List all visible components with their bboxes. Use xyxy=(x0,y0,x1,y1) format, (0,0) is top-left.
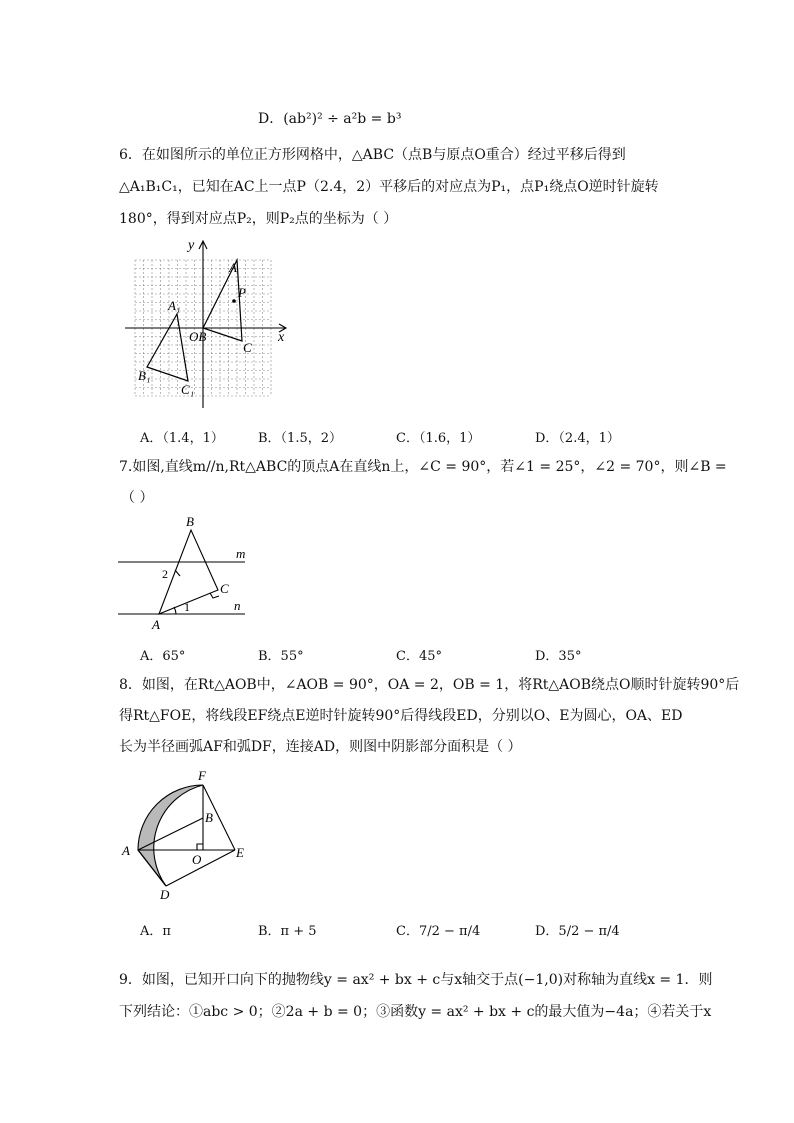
q7-stem-line-2: （ ） xyxy=(121,490,154,506)
q8-label-b: B xyxy=(205,810,213,825)
q8-option-c: C．7/2 − π/4 xyxy=(396,924,481,939)
q6-label-a: A xyxy=(229,260,237,275)
q7-label-2: 2 xyxy=(162,567,168,581)
q6-option-c: C．（1.6，1） xyxy=(396,431,481,446)
q7-option-a: A．65° xyxy=(140,649,186,664)
angle-2-arc xyxy=(175,570,180,576)
q8-option-a: A．π xyxy=(140,924,171,939)
q8-stem-line-3: 长为半径画弧AF和弧DF，连接AD，则图中阴影部分面积是（ ） xyxy=(119,739,522,755)
q8-option-b: B．π + 5 xyxy=(258,924,317,939)
q6-stem-line-1: 6．在如图所示的单位正方形网格中，△ABC（点B与原点O重合）经过平移后得到 xyxy=(119,147,626,163)
q8-stem-line-2: 得Rt△FOE，将线段EF绕点E逆时针旋转90°后得线段ED，分别以O、E为圆心，OA、ED xyxy=(119,708,683,724)
right-angle-mark xyxy=(210,593,219,598)
q8-option-d: D．5/2 − π/4 xyxy=(535,924,620,939)
q6-label-p: P xyxy=(238,285,246,300)
q8-label-f: F xyxy=(198,768,206,783)
q7-label-n: n xyxy=(234,598,241,613)
q7-label-1: 1 xyxy=(184,600,190,614)
q7-option-b: B．55° xyxy=(258,649,304,664)
q7-label-m: m xyxy=(236,546,246,561)
q7-label-b: B xyxy=(186,514,194,529)
q6-grid-figure xyxy=(125,236,295,411)
q6-stem-line-2: △A₁B₁C₁，已知在AC上一点P（2.4，2）平移后的对应点为P₁，点P₁绕点O逆时针旋转 xyxy=(119,179,659,195)
q8-label-d: D xyxy=(160,887,170,902)
q6-option-d: D．（2.4，1） xyxy=(535,431,620,446)
q9-stem-line-1: 9．如图，已知开口向下的抛物线y = ax² + bx + c与x轴交于点(−1,0)对称轴为直线x = 1．则 xyxy=(119,972,713,988)
q6-label-y: y xyxy=(188,238,195,253)
q6-label-b1: B₁ xyxy=(138,368,151,383)
q8-stem-line-1: 8．如图，在Rt△AOB中，∠AOB = 90°，OA = 2，OB = 1，将Rt△AOB绕点O顺时针旋转90°后 xyxy=(119,677,740,693)
q8-label-e: E xyxy=(236,845,244,860)
triangle-a1b1c1 xyxy=(147,314,188,381)
q7-option-c: C．45° xyxy=(396,649,442,664)
q7-option-d: D．35° xyxy=(535,649,582,664)
q7-label-a: A xyxy=(152,617,160,632)
q6-label-c1: C₁ xyxy=(181,382,195,397)
q6-option-b: B．（1.5，2） xyxy=(258,431,342,446)
q7-figure xyxy=(118,512,258,634)
shaded-region xyxy=(138,785,203,886)
q6-label-c: C xyxy=(243,340,252,355)
q8-figure xyxy=(118,765,258,903)
q6-label-a1: A₁ xyxy=(168,298,181,313)
right-angle-mark xyxy=(197,844,203,850)
q7-label-c: C xyxy=(220,581,229,596)
q6-label-x: x xyxy=(278,330,285,345)
q5-option-d: D．(ab²)² ÷ a²b = b³ xyxy=(258,111,402,127)
q8-label-o: O xyxy=(192,852,202,867)
point-p xyxy=(232,299,236,303)
q6-label-ob: OB xyxy=(189,329,207,344)
q7-stem-line-1: 7.如图,直线m//n,Rt△ABC的顶点A在直线n上，∠C = 90°，若∠1 = 25°，∠2 = 70°，则∠B = xyxy=(119,459,727,475)
q6-option-a: A．（1.4，1） xyxy=(140,431,224,446)
q8-label-a: A xyxy=(122,843,130,858)
angle-1-arc xyxy=(174,607,176,614)
q6-stem-line-3: 180°，得到对应点P₂，则P₂点的坐标为（ ） xyxy=(119,211,398,227)
q9-stem-line-2: 下列结论：①abc > 0；②2a + b = 0；③函数y = ax² + bx + c的最大值为−4a；④若关于x xyxy=(119,1004,712,1020)
